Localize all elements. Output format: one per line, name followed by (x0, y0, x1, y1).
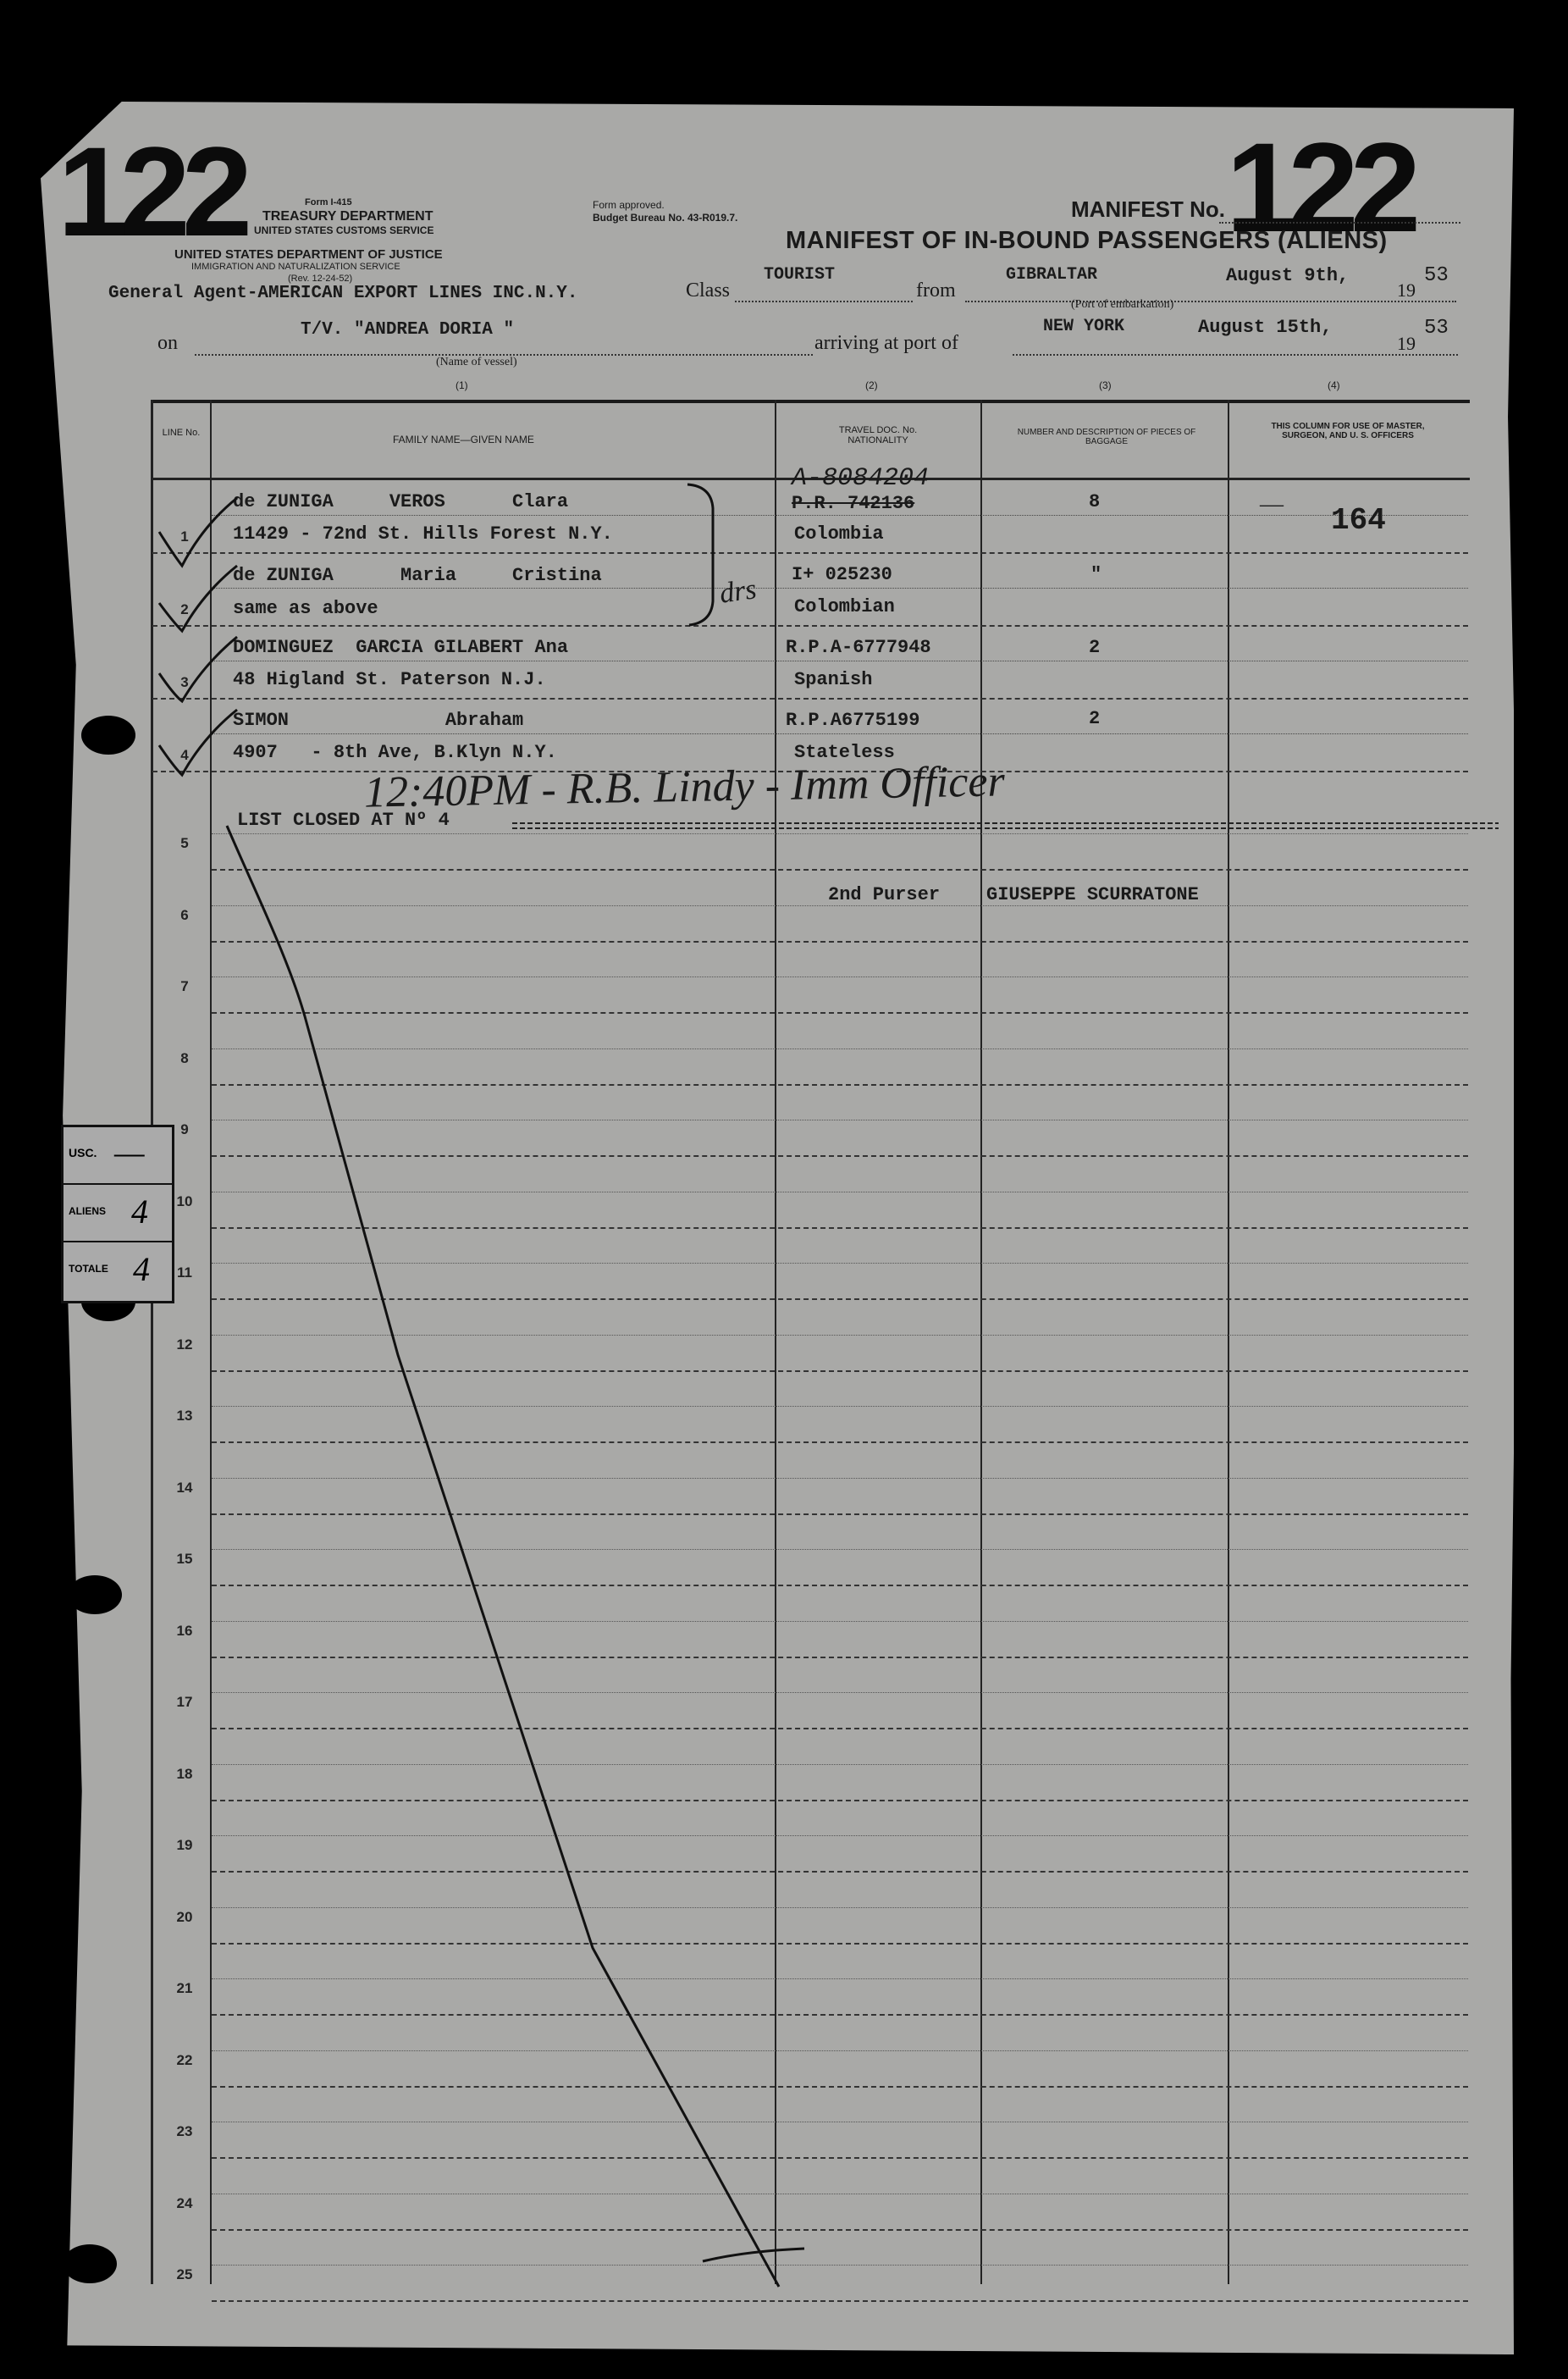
tally-row-total (63, 1242, 172, 1298)
class-value: TOURIST (764, 265, 836, 285)
customs-service: UNITED STATES CUSTOMS SERVICE (254, 224, 434, 236)
row-mid-separator (212, 1692, 1468, 1693)
col-number-2: (2) (865, 379, 878, 391)
on-label: on (157, 332, 178, 354)
col-number-4: (4) (1328, 379, 1340, 391)
punch-hole (81, 716, 135, 755)
passenger-4-nationality: Stateless (794, 742, 895, 763)
row-separator (212, 2157, 1468, 2159)
line-number: 11 (177, 1264, 192, 1281)
passenger-2-name: de ZUNIGA Maria Cristina (233, 565, 602, 586)
bracket-initials: drs (717, 573, 759, 610)
row-mid-separator (212, 1621, 1468, 1622)
stamp-number-left: 122 (58, 120, 245, 263)
row-mid-separator (212, 2050, 1468, 2051)
tally-value-aliens: 4 (131, 1192, 148, 1231)
arrival-year-prefix: 19 (1397, 333, 1416, 354)
table-left-border (151, 400, 153, 2284)
purser-name: GIUSEPPE SCURRATONE (986, 884, 1199, 905)
row-separator (212, 869, 1468, 871)
col-number-3: (3) (1099, 379, 1112, 391)
tally-row-aliens (63, 1185, 172, 1242)
vessel-caption: (Name of vessel) (436, 356, 517, 368)
row-separator (212, 1800, 1468, 1801)
line-number: 12 (176, 1336, 193, 1353)
passenger-4-doc: R.P.A6775199 (786, 710, 920, 731)
row-mid-separator (212, 1335, 1468, 1336)
row-separator (212, 1728, 1468, 1729)
form-number: Form I-415 (305, 197, 352, 207)
officer-number: 164 (1331, 503, 1386, 538)
passenger-4-name: SIMON Abraham (233, 710, 524, 731)
col-header-name: FAMILY NAME—GIVEN NAME (393, 434, 534, 445)
table-top-border (151, 400, 1470, 403)
embarkation-year-prefix: 19 (1397, 279, 1416, 301)
embarkation-date: August 9th, (1226, 265, 1350, 286)
passenger-3-baggage: 2 (1089, 637, 1101, 658)
col-header-officers: THIS COLUMN FOR USE OF MASTER, SURGEON, AND U. S. OFFICERS (1271, 422, 1425, 440)
row-separator (212, 1370, 1468, 1372)
tally-row-usc (63, 1127, 172, 1185)
line-number: 4 (180, 747, 189, 763)
punch-hole (68, 1575, 122, 1614)
row-separator (212, 1441, 1468, 1443)
row-mid-separator (212, 1978, 1468, 1979)
row-mid-separator (212, 1406, 1468, 1407)
col-header-travel: TRAVEL DOC. No. NATIONALITY (838, 425, 918, 445)
tally-label-aliens: ALIENS (69, 1205, 107, 1217)
list-closed-note: LIST CLOSED AT Nº 4 (237, 810, 450, 831)
row-mid-separator (212, 1907, 1468, 1908)
passenger-4-address: 4907 - 8th Ave, B.Klyn N.Y. (233, 742, 557, 763)
row-mid-separator (212, 733, 1468, 734)
passenger-1-address: 11429 - 72nd St. Hills Forest N.Y. (233, 523, 613, 545)
purser-label: 2nd Purser (828, 884, 941, 905)
line-number: 9 (180, 1121, 189, 1137)
line-number: 1 (180, 528, 189, 545)
row-separator (212, 1585, 1468, 1586)
passenger-3-name: DOMINGUEZ GARCIA GILABERT Ana (233, 637, 569, 658)
arrival-date: August 15th, (1198, 317, 1333, 338)
col-divider-line-no (210, 400, 212, 2284)
passenger-1-name: de ZUNIGA VEROS Clara (233, 491, 569, 512)
general-agent: General Agent-AMERICAN EXPORT LINES INC.N.Y. (108, 284, 578, 303)
port-embark-caption: (Port of embarkation) (1071, 298, 1174, 311)
manifest-title: MANIFEST OF IN-BOUND PASSENGERS (ALIENS) (786, 227, 1388, 254)
row-separator (212, 1155, 1468, 1157)
row-separator (212, 941, 1468, 943)
col-divider-baggage (1228, 400, 1229, 2284)
line-number: 23 (176, 2123, 193, 2139)
col-header-baggage: NUMBER AND DESCRIPTION OF PIECES OF BAGGAGE (1017, 428, 1196, 446)
row-separator (212, 1012, 1468, 1014)
row-separator (212, 2300, 1468, 2302)
passenger-1-doc-handwritten: A-8084204 (792, 464, 930, 493)
row-mid-separator (212, 833, 1468, 834)
passenger-2-baggage: " (1090, 564, 1102, 585)
passenger-1-baggage: 8 (1089, 491, 1101, 512)
line-number: 13 (176, 1408, 193, 1424)
stamp-number-right: 122 (1226, 116, 1413, 258)
arriving-label: arriving at port of (814, 332, 958, 354)
line-number: 22 (176, 2051, 193, 2068)
row-separator (152, 552, 1468, 554)
passenger-1-nationality: Colombia (794, 523, 884, 545)
justice-dept: UNITED STATES DEPARTMENT OF JUSTICE (174, 247, 443, 262)
line-number: 17 (176, 1694, 193, 1710)
row-mid-separator (212, 976, 1468, 977)
line-number: 7 (180, 978, 189, 994)
row-mid-separator (212, 1478, 1468, 1479)
row-separator (152, 698, 1468, 700)
manifest-no-label: MANIFEST No. (1071, 196, 1225, 222)
row-separator (212, 1084, 1468, 1086)
passenger-1-doc: P.R. 742136 (792, 493, 915, 514)
officer-dash: — (1260, 491, 1284, 517)
row-mid-separator (212, 1048, 1468, 1049)
line-number: 15 (176, 1551, 193, 1567)
class-label: Class (686, 279, 731, 302)
line-number: 6 (180, 906, 189, 923)
row-mid-separator (212, 1835, 1468, 1836)
row-separator (212, 2086, 1468, 2088)
embarkation-year: 53 (1424, 264, 1449, 287)
row-separator (212, 1943, 1468, 1945)
row-mid-separator (212, 1764, 1468, 1765)
line-number: 10 (176, 1192, 193, 1209)
tally-value-usc: — (114, 1133, 145, 1171)
col-number-1: (1) (455, 379, 468, 391)
row-mid-separator (212, 588, 1468, 589)
line-number: 5 (180, 835, 189, 851)
row-separator (212, 2014, 1468, 2016)
row-separator (212, 1227, 1468, 1229)
passenger-3-address: 48 Higland St. Paterson N.J. (233, 669, 546, 690)
row-separator (152, 625, 1468, 627)
col-divider-name (775, 400, 776, 2284)
line-number: 3 (180, 674, 189, 690)
treasury-dept: TREASURY DEPARTMENT (262, 209, 433, 224)
ins-service: IMMIGRATION AND NATURALIZATION SERVICE (191, 262, 400, 272)
arrival-year: 53 (1424, 317, 1449, 340)
line-number: 18 (176, 1765, 193, 1782)
tally-value-total: 4 (133, 1250, 150, 1288)
from-label: from (916, 279, 956, 302)
passenger-4-baggage: 2 (1089, 708, 1101, 729)
line-number: 14 (176, 1479, 193, 1496)
line-number: 24 (176, 2194, 193, 2211)
row-mid-separator (212, 1263, 1468, 1264)
col-divider-travel (980, 400, 982, 2284)
passenger-3-nationality: Spanish (794, 669, 873, 690)
line-number: 2 (180, 601, 189, 617)
line-number: 16 (176, 1622, 193, 1639)
embarkation-port: GIBRALTAR (1006, 265, 1098, 285)
col-header-line-no: LINE No. (162, 428, 201, 438)
passenger-2-nationality: Colombian (794, 596, 895, 617)
handwritten-closing-note: 12:40PM - R.B. Lindy - Imm Officer (363, 757, 1006, 817)
row-separator (212, 1871, 1468, 1873)
row-separator (212, 2229, 1468, 2231)
revision-date: (Rev. 12-24-52) (288, 274, 353, 284)
arrival-port: NEW YORK (1043, 317, 1125, 336)
passenger-2-address: same as above (233, 598, 378, 619)
passenger-2-doc: I+ 025230 (792, 564, 892, 585)
tally-label-total: TOTALE (69, 1263, 108, 1275)
row-separator (212, 1513, 1468, 1515)
row-mid-separator (212, 1549, 1468, 1550)
tally-box (61, 1125, 174, 1303)
row-separator (212, 1298, 1468, 1300)
line-number: 8 (180, 1049, 189, 1066)
line-number: 25 (176, 2266, 193, 2282)
line-number: 19 (176, 1837, 193, 1853)
passenger-3-doc: R.P.A-6777948 (786, 637, 931, 658)
row-separator (212, 1657, 1468, 1658)
budget-bureau: Budget Bureau No. 43-R019.7. (593, 212, 738, 224)
line-number: 21 (176, 1980, 193, 1996)
tally-label-usc: USC. (69, 1146, 97, 1159)
form-approved: Form approved. (593, 199, 665, 211)
line-number: 20 (176, 1908, 193, 1925)
punch-hole (63, 2244, 117, 2283)
row-mid-separator (212, 2265, 1468, 2266)
vessel-name: T/V. "ANDREA DORIA " (301, 320, 515, 340)
